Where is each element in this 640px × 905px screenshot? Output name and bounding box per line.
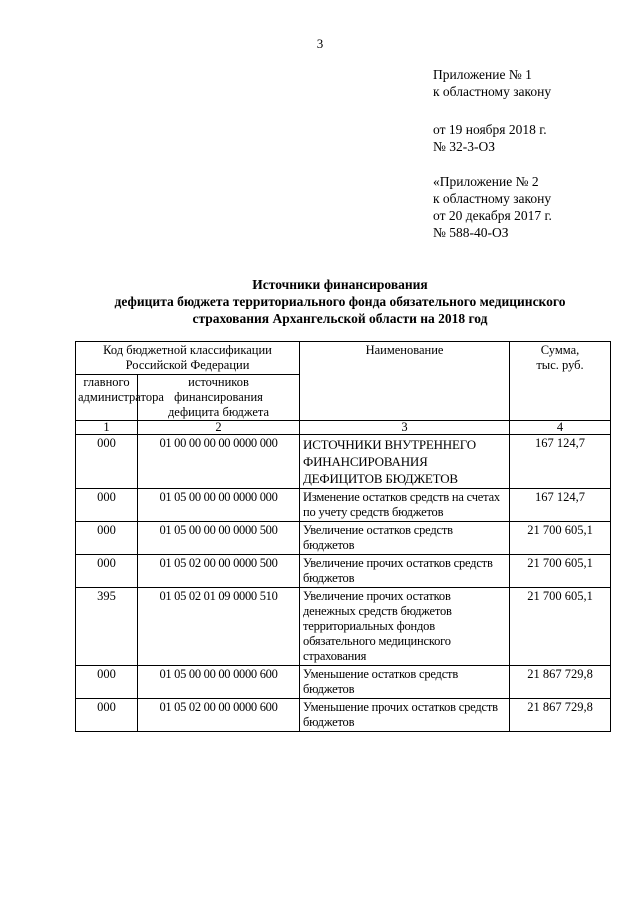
- annex-1-subtitle: к областному закону: [433, 84, 552, 99]
- table-row: [76, 435, 611, 489]
- column-number: 3: [300, 421, 510, 435]
- classification-code-cell: 01 00 00 00 00 0000 000: [138, 435, 300, 489]
- annex-1-date: от 19 ноября 2018 г.: [433, 122, 547, 137]
- source-name-cell: Увеличение прочих остатков денежных средств бюджетов территориальных фондов обязательного медицинского страхования: [300, 588, 510, 666]
- classification-code-cell: 01 05 02 00 00 0000 500: [138, 555, 300, 588]
- amount-cell: 21 867 729,8: [510, 666, 611, 699]
- table-row: [76, 522, 611, 555]
- classification-code-cell: 01 05 02 01 09 0000 510: [138, 588, 300, 666]
- document-title: [60, 276, 620, 327]
- admin-code-cell: 000: [76, 666, 138, 699]
- amount-cell: 21 700 605,1: [510, 555, 611, 588]
- document-title-line-3: страхования Архангельской области на 2018 год: [192, 311, 488, 326]
- source-name-cell: Увеличение прочих остатков средств бюджетов: [300, 555, 510, 588]
- admin-code-cell: 000: [76, 522, 138, 555]
- amount-cell: 167 124,7: [510, 435, 611, 489]
- amount-cell: 21 867 729,8: [510, 699, 611, 732]
- annex-2-header: [433, 173, 552, 241]
- column-number-row: [76, 421, 611, 435]
- classification-code-cell: 01 05 02 00 00 0000 600: [138, 699, 300, 732]
- column-number: 2: [138, 421, 300, 435]
- classification-code-cell: 01 05 00 00 00 0000 600: [138, 666, 300, 699]
- annex-1-number: № 32-3-ОЗ: [433, 139, 496, 154]
- annex-1-header: [433, 66, 551, 100]
- source-name-cell: Уменьшение прочих остатков средств бюджетов: [300, 699, 510, 732]
- admin-code-cell: 000: [76, 435, 138, 489]
- source-name-cell: Уменьшение остатков средств бюджетов: [300, 666, 510, 699]
- source-name-cell: ИСТОЧНИКИ ВНУТРЕННЕГО ФИНАНСИРОВАНИЯ ДЕФИЦИТОВ БЮДЖЕТОВ: [300, 435, 510, 489]
- annex-2-title: «Приложение № 2: [433, 174, 539, 189]
- annex-2-date: от 20 декабря 2017 г.: [433, 208, 552, 223]
- classification-code-cell: 01 05 00 00 00 0000 500: [138, 522, 300, 555]
- source-name-cell: Изменение остатков средств на счетах по учету средств бюджетов: [300, 489, 510, 522]
- source-name-cell: Увеличение остатков средств бюджетов: [300, 522, 510, 555]
- table-row: [76, 555, 611, 588]
- amount-cell: 167 124,7: [510, 489, 611, 522]
- financing-sources-table-wrapper: [75, 341, 611, 732]
- header-sum: Сумма, тыс. руб.: [510, 342, 611, 421]
- column-number: 1: [76, 421, 138, 435]
- table-row: [76, 588, 611, 666]
- column-number: 4: [510, 421, 611, 435]
- header-sources: источников финансирования дефицита бюджета: [138, 375, 300, 421]
- document-title-line-2: дефицита бюджета территориального фонда обязательного медицинского: [114, 294, 566, 309]
- header-classification: Код бюджетной классификации Российской Федерации: [76, 342, 300, 375]
- header-main-admin: главного администратора: [76, 375, 138, 421]
- annex-2-number: № 588-40-ОЗ: [433, 225, 509, 240]
- page-number: 3: [316, 36, 324, 51]
- header-name: Наименование: [300, 342, 510, 421]
- admin-code-cell: 395: [76, 588, 138, 666]
- table-row: [76, 666, 611, 699]
- admin-code-cell: 000: [76, 555, 138, 588]
- table-row: [76, 489, 611, 522]
- table-row: [76, 699, 611, 732]
- admin-code-cell: 000: [76, 699, 138, 732]
- financing-sources-table: [75, 341, 611, 732]
- amount-cell: 21 700 605,1: [510, 588, 611, 666]
- amount-cell: 21 700 605,1: [510, 522, 611, 555]
- annex-2-subtitle: к областному закону: [433, 191, 552, 206]
- annex-1-title: Приложение № 1: [433, 67, 532, 82]
- document-title-line-1: Источники финансирования: [252, 277, 428, 292]
- classification-code-cell: 01 05 00 00 00 0000 000: [138, 489, 300, 522]
- annex-1-details: [433, 121, 547, 155]
- admin-code-cell: 000: [76, 489, 138, 522]
